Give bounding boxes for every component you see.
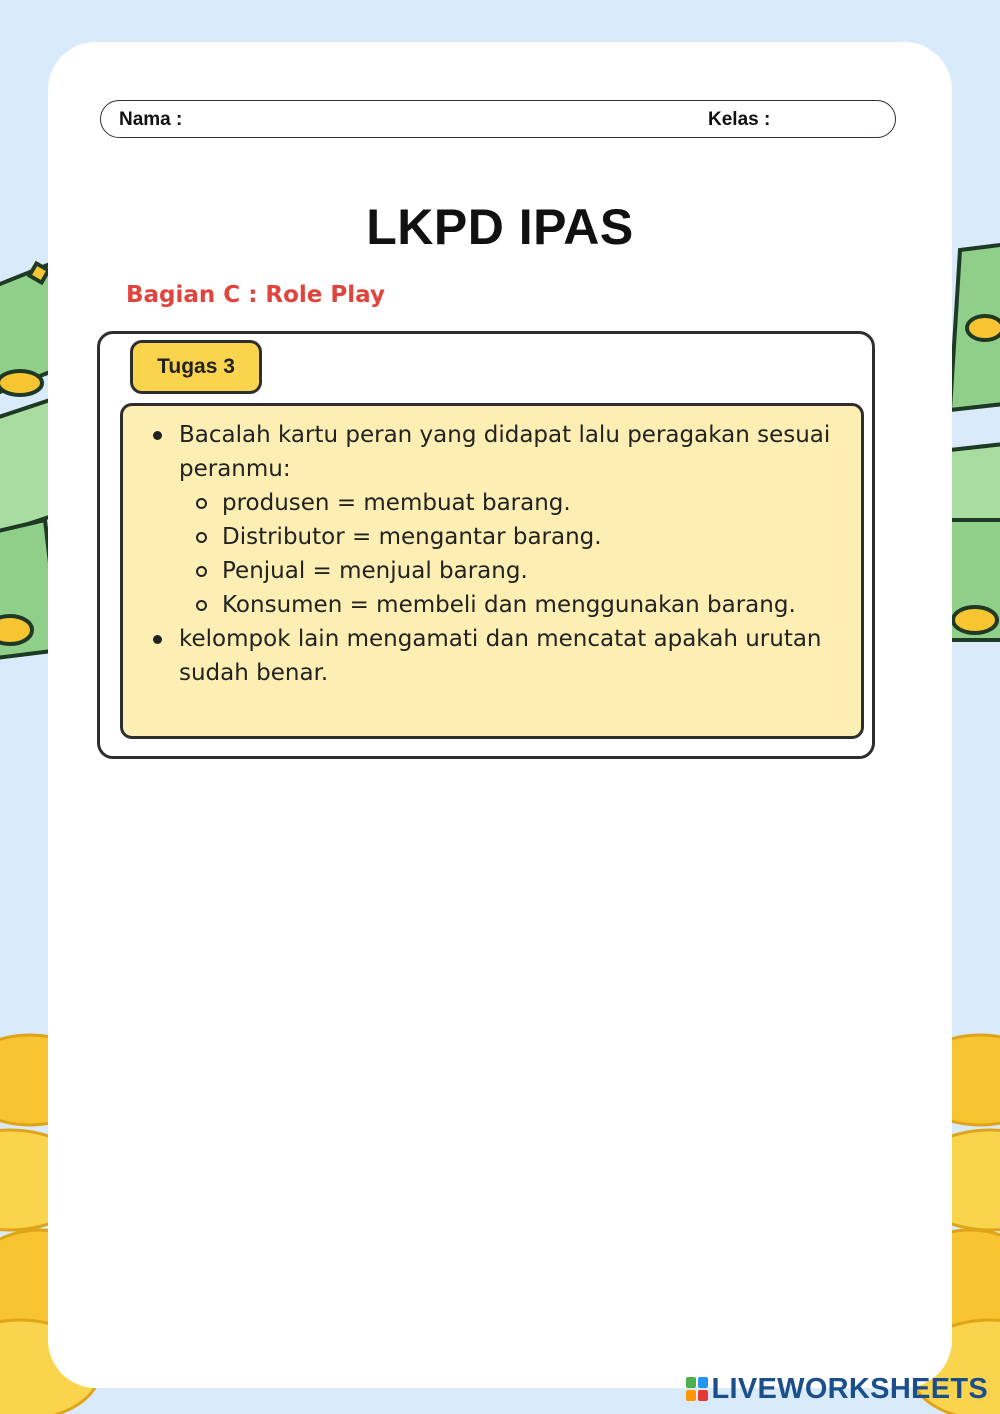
role-item-penjual: Penjual = menjual barang. xyxy=(179,554,849,588)
student-info-bar xyxy=(100,100,896,138)
instruction-list xyxy=(149,418,849,690)
instruction-text: kelompok lain mengamati dan mencatat apakah urutan sudah benar. xyxy=(179,626,822,686)
role-item-distributor: Distributor = mengantar barang. xyxy=(179,520,849,554)
page-title: LKPD IPAS xyxy=(366,199,634,255)
task-instructions-box xyxy=(120,403,864,739)
liveworksheets-logo[interactable] xyxy=(686,1372,989,1406)
liveworksheets-grid-icon xyxy=(686,1377,708,1401)
task-tab-label: Tugas 3 xyxy=(130,340,262,394)
role-item-produsen: produsen = membuat barang. xyxy=(179,486,849,520)
list-item xyxy=(149,622,849,690)
nama-label: Nama : xyxy=(119,109,183,130)
instruction-text: Bacalah kartu peran yang didapat lalu peragakan sesuai peranmu: xyxy=(179,422,831,482)
list-item xyxy=(149,418,849,622)
role-item-konsumen: Konsumen = membeli dan menggunakan barang. xyxy=(179,588,849,622)
logo-text: LIVEWORKSHEETS xyxy=(711,1372,988,1405)
section-heading: Bagian C : Role Play xyxy=(126,282,385,308)
role-list xyxy=(179,486,849,622)
kelas-label: Kelas : xyxy=(708,109,771,130)
worksheet-page xyxy=(48,42,952,1388)
